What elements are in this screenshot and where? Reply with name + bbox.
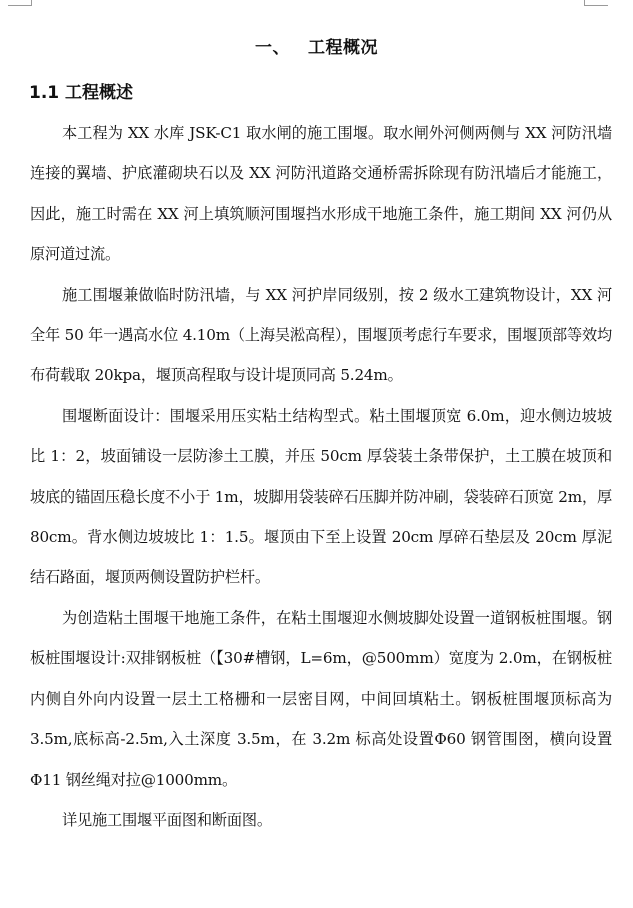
document-body [30, 113, 612, 840]
chapter-number: 一、 [255, 38, 290, 58]
paragraph-sheet-pile-cofferdam: 为创造粘土围堰干地施工条件，在粘土围堰迎水侧坡脚处设置一道钢板桩围堰。钢板桩围堰设计:双排钢板桩（【30#槽钢，L=6m，@500mm）宽度为 2.0m，在钢板桩内侧自外向内设置一层土工格栅和一层密目网，中间回填粘土。钢板桩围堰顶标高为 3.5m,底标高-2.5m,入土深度 3.5m，在 3.2m 标高处设置Φ60 钢管围囹，横向设置Φ11 钢丝绳对拉@1000mm。 [30, 608, 612, 789]
paragraph-design-standard: 施工围堰兼做临时防汛墙，与 XX 河护岸同级别，按 2 级水工建筑物设计，XX 河全年 50 年一遇高水位 4.10m（上海吴淞高程），围堰顶考虑行车要求，围堰顶部等效均布荷载取 20kpa，堰顶高程取与设计堤顶同高 5.24m。 [30, 285, 613, 385]
paragraph-see-drawings: 详见施工围堰平面图和断面图。 [62, 810, 272, 829]
chapter-title: 工程概况 [308, 38, 378, 58]
paragraph-project-scope: 本工程为 XX 水库 JSK-C1 取水闸的施工围堰。取水闸外河侧两侧与 XX 河防汛墙连接的翼墙、护底灌砌块石以及 XX 河防汛道路交通桥需拆除现有防汛墙后才能施工，因此，施工时需在 XX 河上填筑顺河围堰挡水形成干地施工条件，施工期间 XX 河仍从原河道过流。 [30, 124, 612, 264]
crop-mark-top-right [584, 0, 608, 6]
section-heading: 1.1 工程概述 [29, 83, 134, 103]
crop-mark-top-left [8, 0, 32, 6]
paragraph-section-design: 围堰断面设计：围堰采用压实粘土结构型式。粘土围堰顶宽 6.0m，迎水侧边坡坡比 1：2，坡面铺设一层防渗土工膜，并压 50cm 厚袋装土条带保护，土工膜在坡顶和坡底的锚固压稳长度不小于 1m，坡脚用袋装碎石压脚并防冲刷，袋装碎石顶宽 2m，厚 80cm。背水侧边坡坡比 1：1.5。堰顶由下至上设置 20cm 厚碎石垫层及 20cm 厚泥结石路面，堰顶两侧设置防护栏杆。 [30, 406, 612, 587]
chapter-heading [0, 33, 633, 58]
